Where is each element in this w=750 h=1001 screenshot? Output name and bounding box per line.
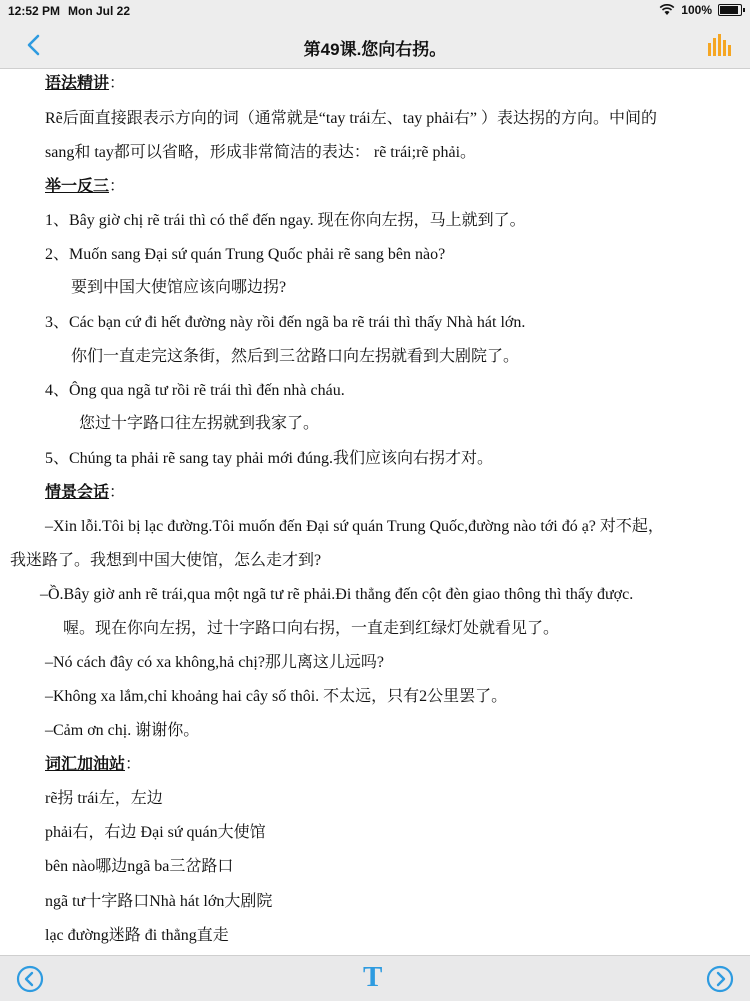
dialogue-line-1b: 我迷路了。我想到中国大使馆，怎么走才到?	[10, 552, 322, 569]
example-1: 1、Bây giờ chị rẽ trái thì có thể đến ngay. 现在你向左拐，马上就到了。	[45, 212, 526, 229]
dialogue-line-5: –Cảm ơn chị. 谢谢你。	[45, 722, 200, 739]
nav-bar	[0, 22, 750, 69]
dialogue-heading-row	[45, 483, 125, 503]
dialogue-line-4: –Không xa lắm,chỉ khoảng hai cây số thôi. 不太远，只有2公里罢了。	[45, 688, 508, 705]
dialogue-line-1a: –Xin lỗi.Tôi bị lạc đường.Tôi muốn đến Đại sứ quán Trung Quốc,đường nào tới đó ạ? 对不起，	[45, 518, 664, 535]
page-title: 第49课.您向右拐。	[303, 40, 447, 59]
vocab-line-3: bên nào哪边ngã ba三岔路口	[45, 858, 234, 875]
grammar-colon: ：	[109, 75, 126, 92]
battery-percent: 100%	[681, 3, 712, 17]
examples-colon: ：	[109, 178, 126, 195]
bottom-toolbar	[0, 955, 750, 1001]
wifi-icon	[659, 4, 675, 16]
vocab-heading: 词汇加油站	[45, 756, 126, 773]
dialogue-colon: ：	[109, 484, 126, 501]
example-5: 5、Chúng ta phải rẽ sang tay phải mới đúng.我们应该向右拐才对。	[45, 450, 493, 467]
grammar-paragraph-line2: sang和 tay都可以省略，形成非常简洁的表达： rẽ trái;rẽ phải。	[45, 144, 477, 161]
vocab-colon: ：	[125, 756, 142, 773]
example-3-vi: 3、Các bạn cứ đi hết đường này rồi đến ngã ba rẽ trái thì thấy Nhà hát lớn.	[45, 314, 526, 331]
dialogue-line-3: –Nó cách đây có xa không,hả chị?那儿离这儿远吗?	[45, 654, 385, 671]
vocab-line-4: ngã tư十字路口Nhà hát lớn大剧院	[45, 893, 273, 910]
circle-chevron-right-icon[interactable]	[706, 965, 734, 993]
vocab-line-2: phải右，右边 Đại sứ quán大使馆	[45, 824, 266, 841]
grammar-heading-row	[45, 74, 125, 94]
vocab-heading-row	[45, 755, 141, 775]
examples-heading: 举一反三	[45, 178, 110, 195]
dialogue-line-2a: –Ồ.Bây giờ anh rẽ trái,qua một ngã tư rẽ phải.Đi thẳng đến cột đèn giao thông thì thấy được.	[40, 586, 634, 603]
lesson-content	[0, 69, 750, 955]
example-4-zh: 您过十字路口往左拐就到我家了。	[79, 415, 320, 432]
example-2-vi: 2、Muốn sang Đại sứ quán Trung Quốc phải rẽ sang bên nào?	[45, 246, 446, 263]
battery-icon	[718, 4, 742, 16]
dialogue-heading: 情景会话	[45, 484, 110, 501]
status-time: 12:52 PM	[8, 4, 61, 18]
example-4-vi: 4、Ông qua ngã tư rồi rẽ trái thì đến nhà cháu.	[45, 382, 345, 399]
grammar-heading: 语法精讲	[45, 75, 110, 92]
font-size-button[interactable]: T	[363, 961, 383, 993]
example-2-zh: 要到中国大使馆应该向哪边拐?	[71, 279, 287, 296]
grammar-paragraph-line1: Rẽ后面直接跟表示方向的词（通常就是“tay trái左、tay phải右” ）表达拐的方向。中间的	[45, 110, 657, 127]
example-3-zh: 你们一直走完这条街，然后到三岔路口向左拐就看到大剧院了。	[71, 348, 520, 365]
bar-chart-icon[interactable]	[706, 32, 732, 58]
status-bar	[0, 0, 750, 22]
status-right	[659, 3, 742, 17]
examples-heading-row	[45, 177, 125, 197]
vocab-line-1: rẽ拐 trái左，左边	[45, 790, 163, 807]
dialogue-line-2b: 喔。现在你向左拐，过十字路口向右拐，一直走到红绿灯处就看见了。	[63, 620, 560, 637]
circle-chevron-left-icon[interactable]	[16, 965, 44, 993]
status-date: Mon Jul 22	[68, 4, 131, 18]
vocab-line-5: lạc đường迷路 đi thẳng直走	[45, 927, 229, 944]
